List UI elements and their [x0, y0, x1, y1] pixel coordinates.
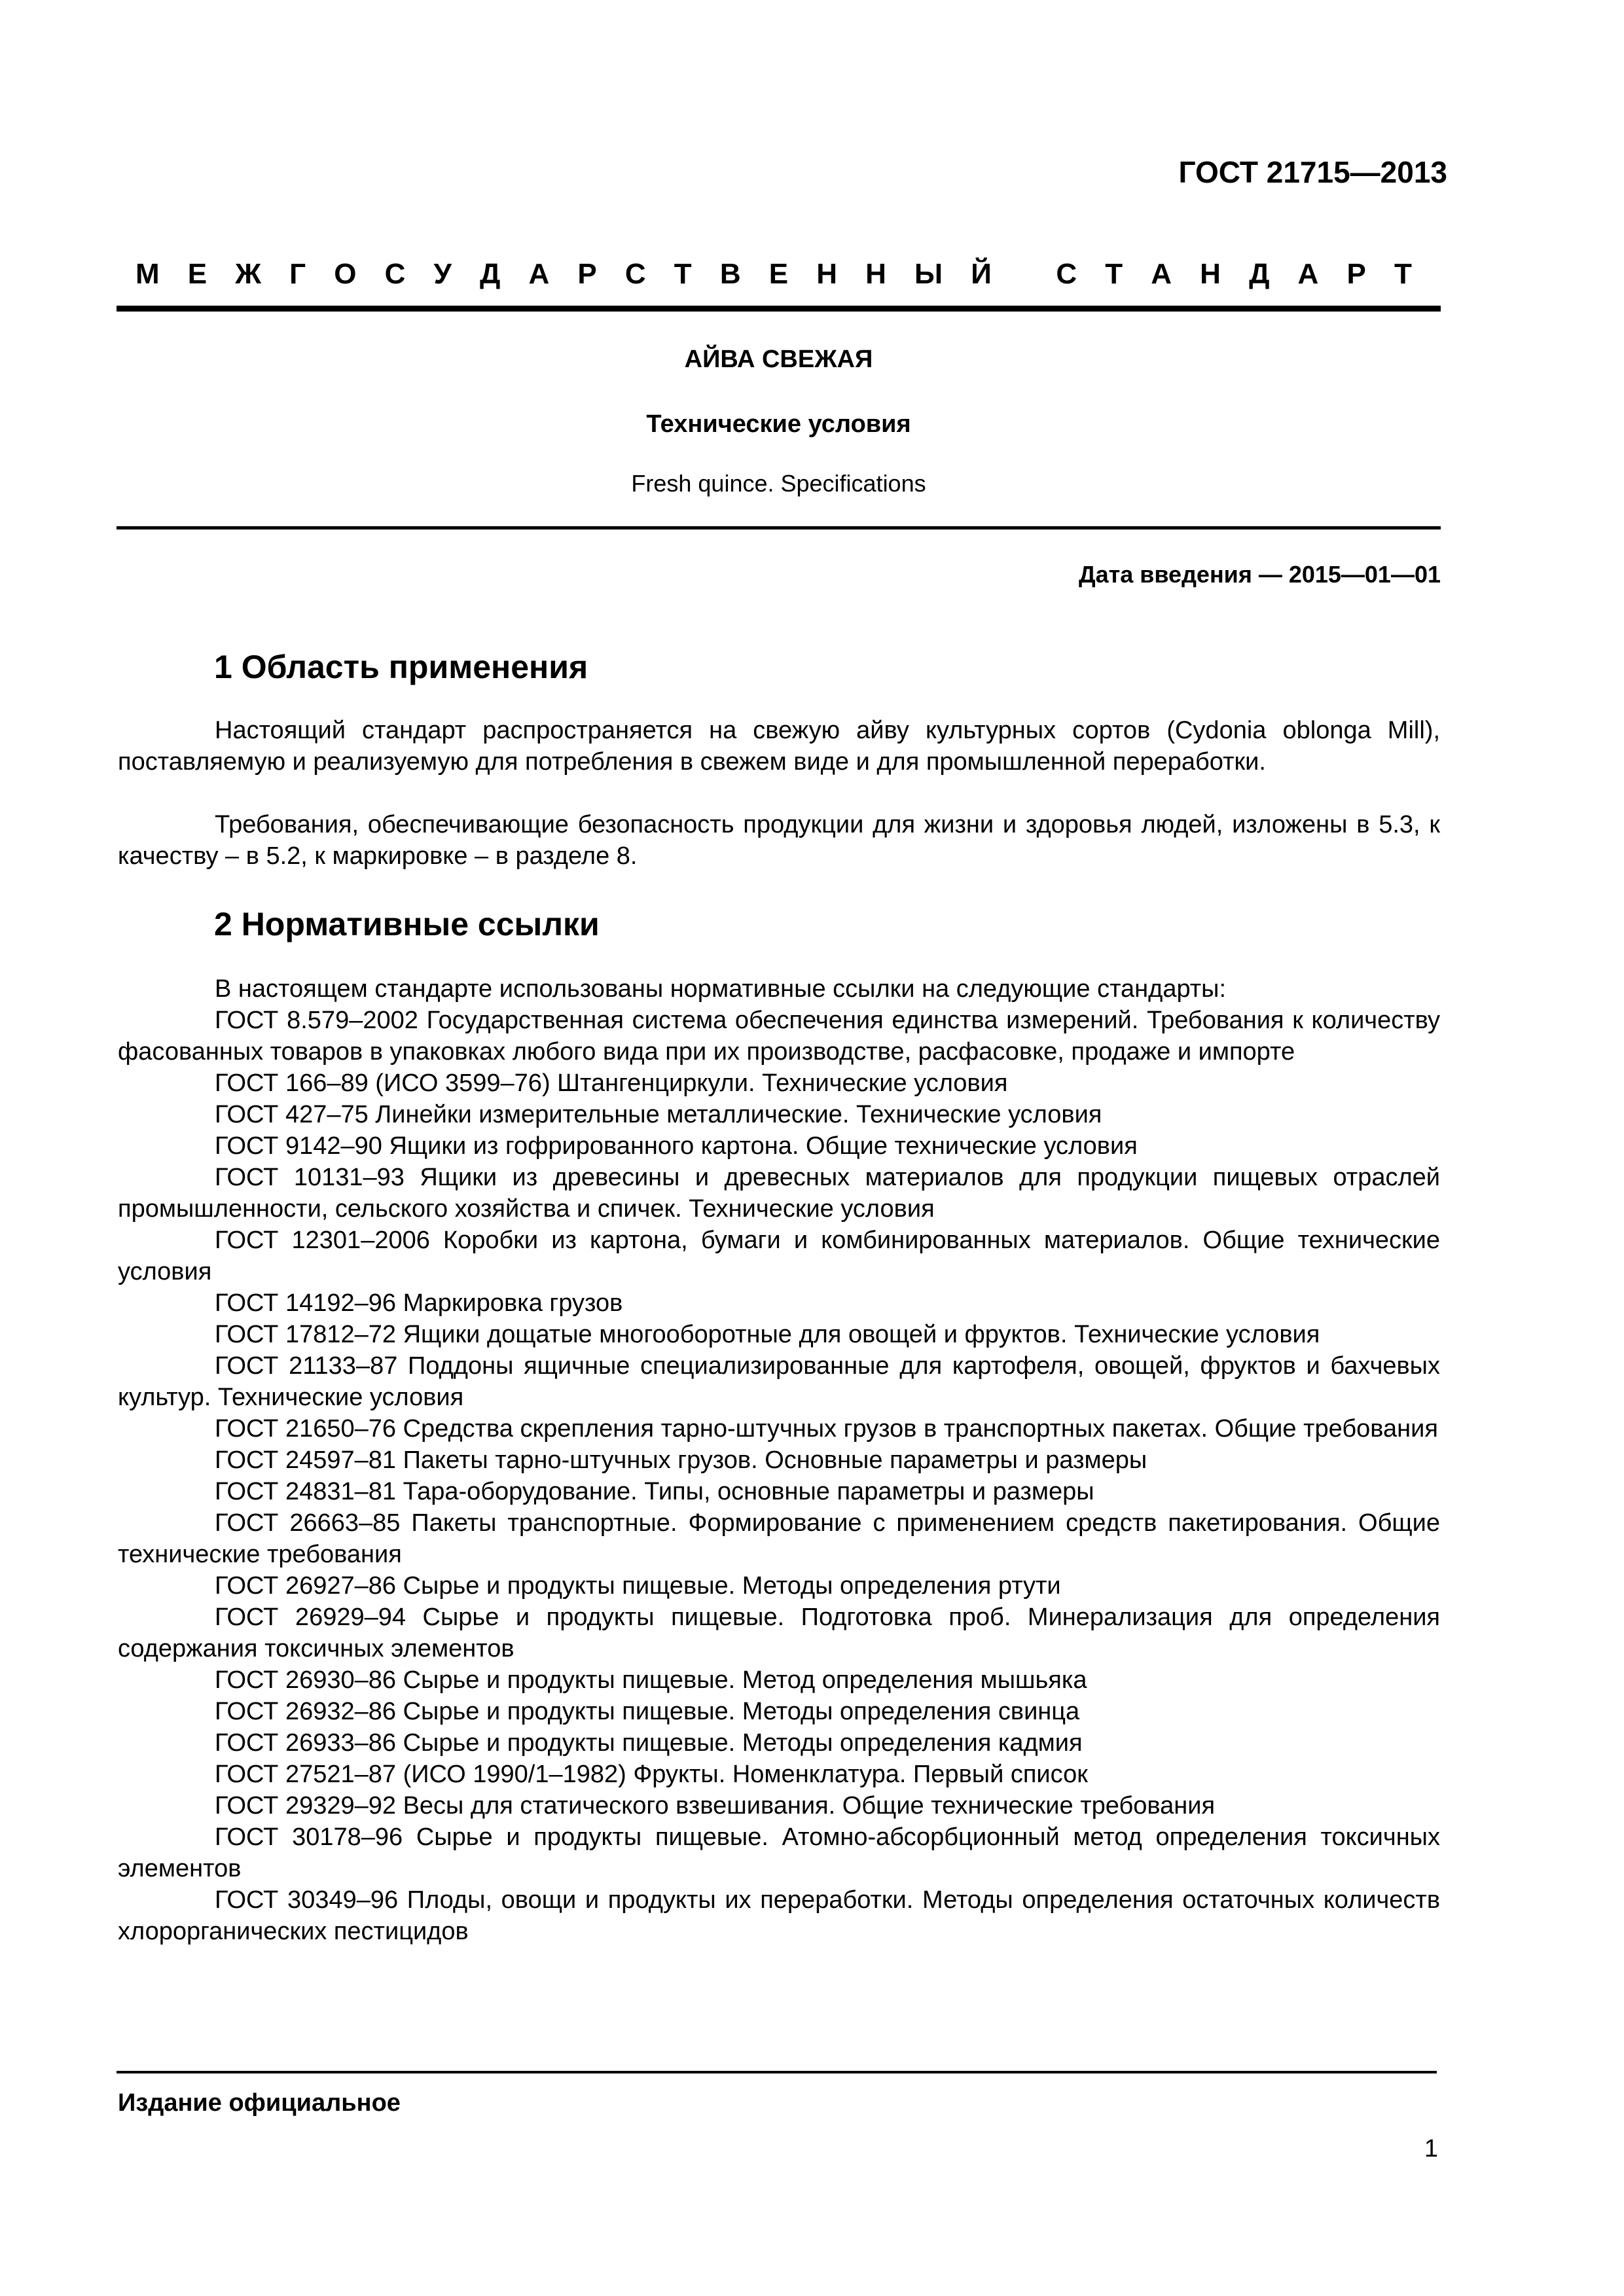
- standard-type-letter: В: [719, 258, 741, 290]
- standard-type-letter: Ы: [914, 258, 943, 290]
- standard-type-letter: С: [384, 258, 406, 290]
- standard-type-letter: У: [433, 258, 452, 290]
- standard-type-letter: [1020, 258, 1028, 291]
- standard-type-letter: Г: [289, 258, 306, 290]
- official-edition-label: Издание официальное: [118, 2089, 401, 2117]
- section-heading-scope: 1 Область применения: [214, 649, 588, 685]
- scope-paragraph: Настоящий стандарт распространяется на свежую айву культурных сортов (Cydonia oblonga Mill), поставляемую и реализуемую для потребления в свежем виде и для промышленной переработки.: [118, 717, 1440, 776]
- standard-type-letter: Д: [1249, 258, 1270, 290]
- reference-item: ГОСТ 14192–96 Маркировка грузов: [215, 1289, 623, 1317]
- standard-type-letter: С: [1056, 258, 1077, 290]
- reference-item: ГОСТ 8.579–2002 Государственная система обеспечения единства измерений. Требования к количеству фасованных товаров в упаковках любого вида при их производстве, расфасовке, продаже и импорте: [118, 1007, 1440, 1066]
- standard-type-letter: Р: [1346, 258, 1366, 290]
- reference-item: ГОСТ 26933–86 Сырье и продукты пищевые. Методы определения кадмия: [215, 1729, 1083, 1757]
- reference-item: ГОСТ 30178–96 Сырье и продукты пищевые. Атомно-абсорбционный метод определения токсичных элементов: [118, 1823, 1440, 1882]
- reference-item: ГОСТ 26929–94 Сырье и продукты пищевые. Подготовка проб. Минерализация для определения содержания токсичных элементов: [118, 1604, 1440, 1662]
- reference-item: ГОСТ 12301–2006 Коробки из картона, бумаги и комбинированных материалов. Общие технические условия: [118, 1227, 1440, 1285]
- reference-item: ГОСТ 30349–96 Плоды, овощи и продукты их переработки. Методы определения остаточных количеств хлорорганических пестицидов: [118, 1886, 1440, 1945]
- standard-type-letter: Д: [480, 258, 501, 290]
- reference-item: ГОСТ 26927–86 Сырье и продукты пищевые. Методы определения ртути: [215, 1572, 1061, 1600]
- standard-type-letter: Й: [971, 258, 992, 290]
- standard-type-letter: Н: [1200, 258, 1221, 290]
- standard-type-letter: Т: [1394, 258, 1412, 290]
- section-heading-references: 2 Нормативные ссылки: [214, 906, 600, 942]
- standard-type-letter: Р: [577, 258, 597, 290]
- standard-type-letter: А: [1297, 258, 1319, 290]
- title-rule: [117, 526, 1441, 529]
- reference-item: ГОСТ 26932–86 Сырье и продукты пищевые. Методы определения свинца: [215, 1698, 1080, 1725]
- introduction-date: Дата введения — 2015—01—01: [1078, 561, 1441, 588]
- reference-item: ГОСТ 27521–87 (ИСО 1990/1–1982) Фрукты. Номенклатура. Первый список: [215, 1761, 1088, 1788]
- reference-item: ГОСТ 10131–93 Ящики из древесины и древесных материалов для продукции пищевых отраслей промышленности, сельского хозяйства и спичек. Технические условия: [118, 1164, 1440, 1223]
- footer-rule: [117, 2071, 1437, 2073]
- reference-item: ГОСТ 21133–87 Поддоны ящичные специализированные для картофеля, овощей, фруктов и бахчевых культур. Технические условия: [118, 1352, 1440, 1411]
- reference-item: ГОСТ 166–89 (ИСО 3599–76) Штангенциркули. Технические условия: [215, 1069, 1008, 1097]
- standard-type-letter: Т: [1105, 258, 1123, 290]
- page-number: 1: [1424, 2135, 1438, 2162]
- standard-type-letter: С: [624, 258, 646, 290]
- reference-item: ГОСТ 21650–76 Средства скрепления тарно-штучных грузов в транспортных пакетах. Общие требования: [215, 1415, 1438, 1443]
- reference-item: ГОСТ 427–75 Линейки измерительные металлические. Технические условия: [215, 1101, 1102, 1128]
- standard-type-letter: Н: [816, 258, 837, 290]
- document-code: ГОСТ 21715—2013: [1178, 155, 1447, 189]
- reference-item: ГОСТ 9142–90 Ящики из гофрированного картона. Общие технические условия: [215, 1132, 1138, 1160]
- reference-item: ГОСТ 24831–81 Тара-оборудование. Типы, основные параметры и размеры: [215, 1478, 1094, 1505]
- standard-type-letter: Е: [187, 258, 208, 290]
- english-title: Fresh quince. Specifications: [631, 470, 926, 497]
- reference-item: ГОСТ 29329–92 Весы для статического взвешивания. Общие технические требования: [215, 1792, 1216, 1820]
- references-list: [118, 973, 1440, 1947]
- standard-type-letter: Т: [674, 258, 692, 290]
- reference-item: ГОСТ 26930–86 Сырье и продукты пищевые. Метод определения мышьяка: [215, 1666, 1087, 1694]
- standard-type-letter: Н: [865, 258, 886, 290]
- standard-type-letter: А: [1151, 258, 1172, 290]
- document-subtitle: Технические условия: [646, 410, 911, 438]
- standard-type-letter: О: [334, 258, 357, 290]
- standard-type-letter: Ж: [235, 258, 262, 290]
- standard-type-letter: А: [528, 258, 550, 290]
- scope-paragraph: Требования, обеспечивающие безопасность продукции для жизни и здоровья людей, изложены в 5.3, к качеству – в 5.2, к маркировке – в разделе 8.: [118, 811, 1440, 870]
- reference-item: ГОСТ 24597–81 Пакеты тарно-штучных грузов. Основные параметры и размеры: [215, 1446, 1147, 1474]
- standard-type-heading: [135, 258, 1412, 291]
- standard-type-letter: Е: [768, 258, 789, 290]
- document-title: АЙВА СВЕЖАЯ: [684, 346, 873, 373]
- reference-item: ГОСТ 26663–85 Пакеты транспортные. Формирование с применением средств пакетирования. Общие технические требования: [118, 1509, 1440, 1568]
- standard-type-letter: М: [135, 258, 160, 290]
- reference-item: ГОСТ 17812–72 Ящики дощатые многооборотные для овощей и фруктов. Технические условия: [215, 1321, 1320, 1348]
- header-rule: [117, 306, 1441, 312]
- references-intro: В настоящем стандарте использованы нормативные ссылки на следующие стандарты:: [215, 975, 1227, 1003]
